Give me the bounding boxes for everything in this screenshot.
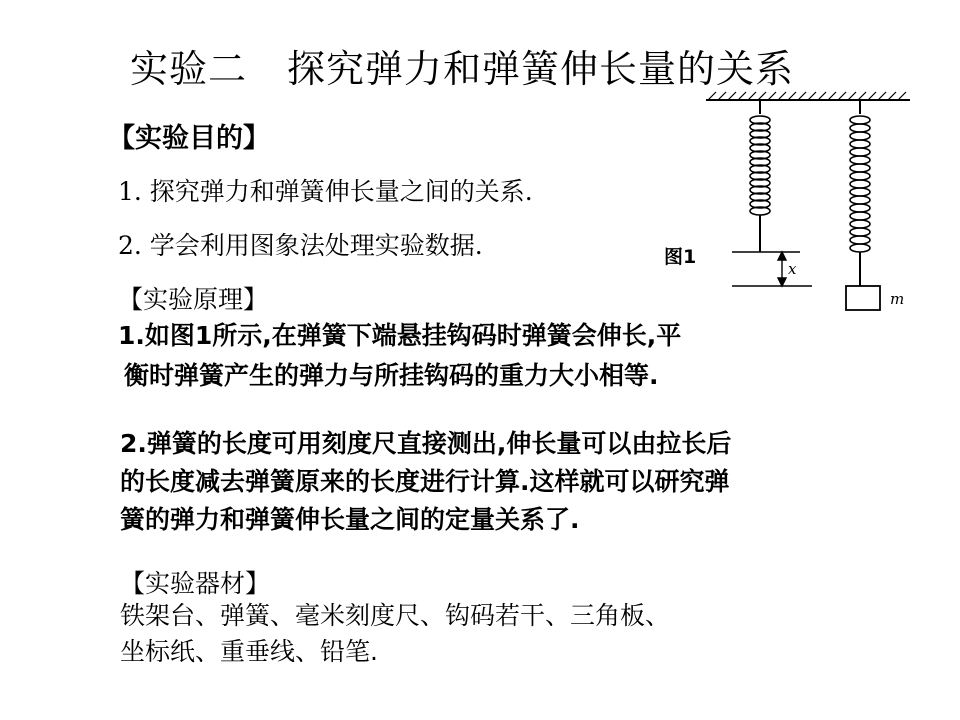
figure-label: 图1 <box>664 246 697 268</box>
principle-heading: 【实验原理】 <box>118 285 269 314</box>
right-spring-coil <box>850 116 870 252</box>
spring-diagram <box>700 80 930 320</box>
x-dimension-arrow <box>778 252 786 286</box>
purpose-item-2: 2. 学会利用图象法处理实验数据. <box>118 231 483 260</box>
title-experiment-number: 实验二 <box>130 47 248 91</box>
equipment-heading: 【实验器材】 <box>120 569 271 598</box>
hanging-mass <box>846 286 880 310</box>
principle-p2-line3: 簧的弹力和弹簧伸长量之间的定量关系了. <box>120 505 580 534</box>
ceiling-hatch <box>708 92 906 100</box>
title-topic: 探究弹力和弹簧伸长量的关系 <box>287 47 795 91</box>
principle-p1-line2: 衡时弹簧产生的弹力与所挂钩码的重力大小相等. <box>124 361 659 390</box>
equipment-line1: 铁架台、弹簧、毫米刻度尺、钩码若干、三角板、 <box>120 601 671 630</box>
mass-label: m <box>890 290 905 308</box>
x-label: x <box>788 260 797 278</box>
page-title <box>130 38 794 93</box>
principle-p2-line1: 2.弹簧的长度可用刻度尺直接测出,伸长量可以由拉长后 <box>120 429 732 458</box>
left-spring-coil <box>750 116 770 215</box>
principle-p1-line1: 1.如图1所示,在弹簧下端悬挂钩码时弹簧会伸长,平 <box>118 321 682 350</box>
equipment-line2: 坐标纸、重垂线、铅笔. <box>120 637 378 666</box>
purpose-heading: 【实验目的】 <box>108 123 270 154</box>
purpose-item-1: 1. 探究弹力和弹簧伸长量之间的关系. <box>118 177 533 206</box>
principle-p2-line2: 的长度减去弹簧原来的长度进行计算.这样就可以研究弹 <box>120 467 730 496</box>
